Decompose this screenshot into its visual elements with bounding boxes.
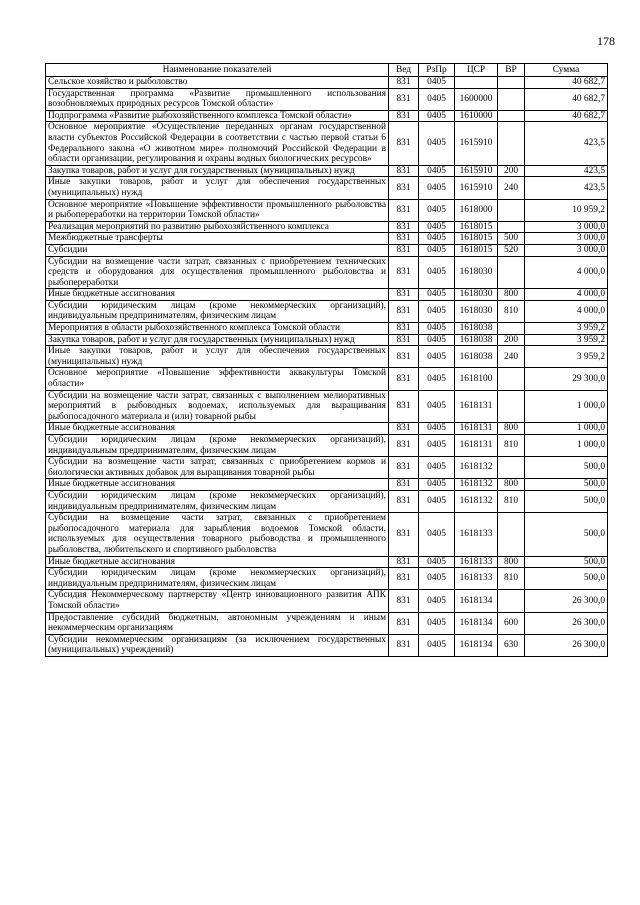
row-rzpr: 0405: [419, 556, 455, 568]
row-csr: 1618134: [455, 634, 498, 656]
row-name: Закупка товаров, работ и услуг для государственных (муниципальных) нужд: [46, 334, 389, 346]
table-row: [46, 368, 608, 390]
row-name: Основное мероприятие «Осуществление переданных органам государственной власти субъектов Российской Федерации в соответствии с частью первой статьи 6 Федерального закона «О животном мире» полномочий Российской Федерации в области организации, регулирования и охраны водных биологических ресурсов»: [46, 122, 389, 165]
header-vr: ВР: [498, 64, 525, 77]
row-name: Иные бюджетные ассигнования: [46, 289, 389, 301]
row-sum: 1 000,0: [525, 390, 608, 423]
row-sum: 40 682,7: [525, 77, 608, 89]
row-csr: 1618100: [455, 368, 498, 390]
table-row: [46, 300, 608, 322]
row-name: Субсидии юридическим лицам (кроме некоммерческих организаций), индивидуальным предпринимателям, физическим лицам: [46, 568, 389, 590]
row-ved: 831: [389, 346, 419, 368]
row-csr: 1618131: [455, 435, 498, 457]
row-vr: [498, 221, 525, 233]
row-csr: 1618132: [455, 479, 498, 491]
row-ved: 831: [389, 165, 419, 177]
row-rzpr: 0405: [419, 634, 455, 656]
row-vr: [498, 590, 525, 612]
row-csr: 1618015: [455, 221, 498, 233]
row-ved: 831: [389, 122, 419, 165]
header-row: [46, 64, 608, 77]
row-name: Иные бюджетные ассигнования: [46, 423, 389, 435]
row-rzpr: 0405: [419, 165, 455, 177]
row-vr: 630: [498, 634, 525, 656]
row-name: Субсидии: [46, 244, 389, 256]
row-rzpr: 0405: [419, 346, 455, 368]
row-ved: 831: [389, 556, 419, 568]
row-sum: 3 959,2: [525, 323, 608, 335]
row-name: Подпрограмма «Развитие рыбохозяйственного комплекса Томской области»: [46, 110, 389, 122]
table-row: [46, 88, 608, 110]
row-vr: 810: [498, 490, 525, 512]
row-vr: 800: [498, 479, 525, 491]
row-rzpr: 0405: [419, 244, 455, 256]
row-name: Иные закупки товаров, работ и услуг для обеспечения государственных (муниципальных) нужд: [46, 346, 389, 368]
row-sum: 3 959,2: [525, 334, 608, 346]
row-vr: 240: [498, 177, 525, 199]
row-ved: 831: [389, 479, 419, 491]
row-vr: [498, 88, 525, 110]
row-rzpr: 0405: [419, 300, 455, 322]
row-name: Субсидии на возмещение части затрат, связанных с приобретением рыбопосадочного материала для зарыбления водоемов Томской области, используемых для осуществления товарного рыбоводства и промышленного рыболовства, любительского и спортивного рыболовства: [46, 513, 389, 556]
row-ved: 831: [389, 423, 419, 435]
table-row: [46, 590, 608, 612]
row-vr: 200: [498, 165, 525, 177]
row-vr: 600: [498, 612, 525, 634]
row-rzpr: 0405: [419, 435, 455, 457]
row-csr: [455, 77, 498, 89]
row-name: Сельское хозяйство и рыболовство: [46, 77, 389, 89]
row-sum: 500,0: [525, 479, 608, 491]
row-csr: 1618133: [455, 568, 498, 590]
table-row: [46, 457, 608, 479]
row-name: Предоставление субсидий бюджетным, автономным учреждениям и иным некоммерческим организациям: [46, 612, 389, 634]
row-sum: 10 959,2: [525, 199, 608, 221]
row-rzpr: 0405: [419, 177, 455, 199]
row-vr: [498, 256, 525, 289]
row-rzpr: 0405: [419, 233, 455, 245]
row-ved: 831: [389, 390, 419, 423]
row-vr: [498, 323, 525, 335]
table-row: [46, 221, 608, 233]
row-ved: 831: [389, 334, 419, 346]
row-csr: 1618132: [455, 457, 498, 479]
row-ved: 831: [389, 289, 419, 301]
row-csr: 1618000: [455, 199, 498, 221]
row-csr: 1618038: [455, 334, 498, 346]
row-name: Субсидии на возмещение части затрат, связанных с приобретением технических средств и оборудования для осуществления промышленного рыболовства и рыбопереработки: [46, 256, 389, 289]
table-row: [46, 199, 608, 221]
table-row: [46, 165, 608, 177]
row-sum: 40 682,7: [525, 110, 608, 122]
row-csr: 1618134: [455, 590, 498, 612]
row-vr: 520: [498, 244, 525, 256]
table-row: [46, 244, 608, 256]
row-rzpr: 0405: [419, 612, 455, 634]
row-rzpr: 0405: [419, 289, 455, 301]
row-vr: [498, 368, 525, 390]
table-row: [46, 289, 608, 301]
row-vr: [498, 77, 525, 89]
row-sum: 26 300,0: [525, 634, 608, 656]
row-sum: 26 300,0: [525, 612, 608, 634]
row-rzpr: 0405: [419, 122, 455, 165]
row-sum: 423,5: [525, 122, 608, 165]
row-sum: 500,0: [525, 568, 608, 590]
budget-table: [45, 63, 608, 657]
row-sum: 4 000,0: [525, 256, 608, 289]
row-sum: 500,0: [525, 457, 608, 479]
row-sum: 4 000,0: [525, 300, 608, 322]
row-rzpr: 0405: [419, 568, 455, 590]
row-name: Государственная программа «Развитие промышленного использования возобновляемых природных ресурсов Томской области»: [46, 88, 389, 110]
row-rzpr: 0405: [419, 490, 455, 512]
row-rzpr: 0405: [419, 368, 455, 390]
page-number: 178: [597, 34, 615, 48]
row-sum: 423,5: [525, 165, 608, 177]
row-sum: 1 000,0: [525, 435, 608, 457]
row-vr: [498, 122, 525, 165]
row-vr: 800: [498, 423, 525, 435]
row-rzpr: 0405: [419, 77, 455, 89]
row-name: Субсидии некоммерческим организациям (за исключением государственных (муниципальных) учреждений): [46, 634, 389, 656]
row-vr: 810: [498, 568, 525, 590]
row-ved: 831: [389, 368, 419, 390]
row-ved: 831: [389, 110, 419, 122]
row-ved: 831: [389, 221, 419, 233]
row-vr: [498, 110, 525, 122]
row-name: Субсидии юридическим лицам (кроме некоммерческих организаций), индивидуальным предпринимателям, физическим лицам: [46, 300, 389, 322]
row-ved: 831: [389, 590, 419, 612]
table-row: [46, 334, 608, 346]
row-ved: 831: [389, 513, 419, 556]
row-ved: 831: [389, 199, 419, 221]
row-csr: 1600000: [455, 88, 498, 110]
row-vr: 810: [498, 435, 525, 457]
row-rzpr: 0405: [419, 423, 455, 435]
table-row: [46, 233, 608, 245]
row-csr: 1618030: [455, 289, 498, 301]
row-ved: 831: [389, 323, 419, 335]
row-sum: 29 300,0: [525, 368, 608, 390]
row-name: Межбюджетные трансферты: [46, 233, 389, 245]
table-row: [46, 568, 608, 590]
row-ved: 831: [389, 177, 419, 199]
row-csr: 1618015: [455, 233, 498, 245]
table-row: [46, 513, 608, 556]
row-vr: [498, 457, 525, 479]
table-row: [46, 390, 608, 423]
row-name: Иные бюджетные ассигнования: [46, 479, 389, 491]
table-row: [46, 423, 608, 435]
row-csr: 1618015: [455, 244, 498, 256]
table-row: [46, 479, 608, 491]
row-ved: 831: [389, 300, 419, 322]
row-rzpr: 0405: [419, 221, 455, 233]
row-rzpr: 0405: [419, 256, 455, 289]
row-rzpr: 0405: [419, 334, 455, 346]
row-ved: 831: [389, 612, 419, 634]
row-vr: [498, 199, 525, 221]
row-sum: 423,5: [525, 177, 608, 199]
table-row: [46, 612, 608, 634]
row-csr: 1615910: [455, 165, 498, 177]
row-sum: 40 682,7: [525, 88, 608, 110]
table-row: [46, 177, 608, 199]
row-csr: 1618038: [455, 323, 498, 335]
row-rzpr: 0405: [419, 590, 455, 612]
row-name: Иные бюджетные ассигнования: [46, 556, 389, 568]
header-csr: ЦСР: [455, 64, 498, 77]
header-rzpr: РзПр: [419, 64, 455, 77]
table-row: [46, 435, 608, 457]
row-rzpr: 0405: [419, 110, 455, 122]
table-header: [46, 64, 608, 77]
row-ved: 831: [389, 77, 419, 89]
row-vr: 800: [498, 556, 525, 568]
row-csr: 1618133: [455, 556, 498, 568]
row-vr: [498, 390, 525, 423]
row-csr: 1618038: [455, 346, 498, 368]
row-name: Субсидии юридическим лицам (кроме некоммерческих организаций), индивидуальным предпринимателям, физическим лицам: [46, 435, 389, 457]
row-csr: 1618132: [455, 490, 498, 512]
row-name: Закупка товаров, работ и услуг для государственных (муниципальных) нужд: [46, 165, 389, 177]
row-name: Основное мероприятие «Повышение эффективности аквакультуры Томской области»: [46, 368, 389, 390]
row-csr: 1610000: [455, 110, 498, 122]
row-rzpr: 0405: [419, 479, 455, 491]
row-sum: 500,0: [525, 556, 608, 568]
row-rzpr: 0405: [419, 88, 455, 110]
row-name: Субсидии на возмещение части затрат, связанных с выполнением мелиоративных мероприятий в рыбоводных водоемах, используемых для выращивания рыбопосадочного материала и (или) товарной рыбы: [46, 390, 389, 423]
row-sum: 1 000,0: [525, 423, 608, 435]
row-rzpr: 0405: [419, 513, 455, 556]
row-csr: 1615910: [455, 122, 498, 165]
row-ved: 831: [389, 568, 419, 590]
row-sum: 3 000,0: [525, 233, 608, 245]
row-vr: 240: [498, 346, 525, 368]
row-sum: 3 959,2: [525, 346, 608, 368]
row-name: Реализация мероприятий по развитию рыбохозяйственного комплекса: [46, 221, 389, 233]
row-rzpr: 0405: [419, 457, 455, 479]
row-vr: 800: [498, 289, 525, 301]
row-sum: 500,0: [525, 513, 608, 556]
row-vr: 200: [498, 334, 525, 346]
row-sum: 4 000,0: [525, 289, 608, 301]
row-ved: 831: [389, 457, 419, 479]
row-vr: 500: [498, 233, 525, 245]
row-ved: 831: [389, 233, 419, 245]
row-csr: 1618131: [455, 423, 498, 435]
table-row: [46, 346, 608, 368]
table-row: [46, 110, 608, 122]
header-sum: Сумма: [525, 64, 608, 77]
row-csr: 1618131: [455, 390, 498, 423]
row-name: Мероприятия в области рыбохозяйственного комплекса Томской области: [46, 323, 389, 335]
row-ved: 831: [389, 244, 419, 256]
table-row: [46, 556, 608, 568]
row-ved: 831: [389, 435, 419, 457]
row-ved: 831: [389, 634, 419, 656]
row-sum: 3 000,0: [525, 244, 608, 256]
row-name: Субсидия Некоммерческому партнерству «Центр инновационного развития АПК Томской области»: [46, 590, 389, 612]
row-sum: 3 000,0: [525, 221, 608, 233]
table-row: [46, 490, 608, 512]
row-name: Субсидии на возмещение части затрат, связанных с приобретением кормов и биологически активных добавок для выращивания товарной рыбы: [46, 457, 389, 479]
row-csr: 1618030: [455, 256, 498, 289]
row-name: Иные закупки товаров, работ и услуг для обеспечения государственных (муниципальных) нужд: [46, 177, 389, 199]
table-row: [46, 77, 608, 89]
row-name: Основное мероприятие «Повышение эффективности промышленного рыболовства и рыбопереработки на территории Томской области»: [46, 199, 389, 221]
row-ved: 831: [389, 88, 419, 110]
header-ved: Вед: [389, 64, 419, 77]
row-vr: [498, 513, 525, 556]
table-row: [46, 634, 608, 656]
header-name: Наименование показателей: [46, 64, 389, 77]
row-vr: 810: [498, 300, 525, 322]
table-body: [46, 77, 608, 657]
table-row: [46, 256, 608, 289]
row-sum: 26 300,0: [525, 590, 608, 612]
row-ved: 831: [389, 490, 419, 512]
row-ved: 831: [389, 256, 419, 289]
table-row: [46, 323, 608, 335]
row-name: Субсидии юридическим лицам (кроме некоммерческих организаций), индивидуальным предпринимателям, физическим лицам: [46, 490, 389, 512]
row-csr: 1615910: [455, 177, 498, 199]
row-rzpr: 0405: [419, 390, 455, 423]
row-csr: 1618030: [455, 300, 498, 322]
row-csr: 1618133: [455, 513, 498, 556]
row-rzpr: 0405: [419, 199, 455, 221]
row-sum: 500,0: [525, 490, 608, 512]
table-row: [46, 122, 608, 165]
row-csr: 1618134: [455, 612, 498, 634]
row-rzpr: 0405: [419, 323, 455, 335]
